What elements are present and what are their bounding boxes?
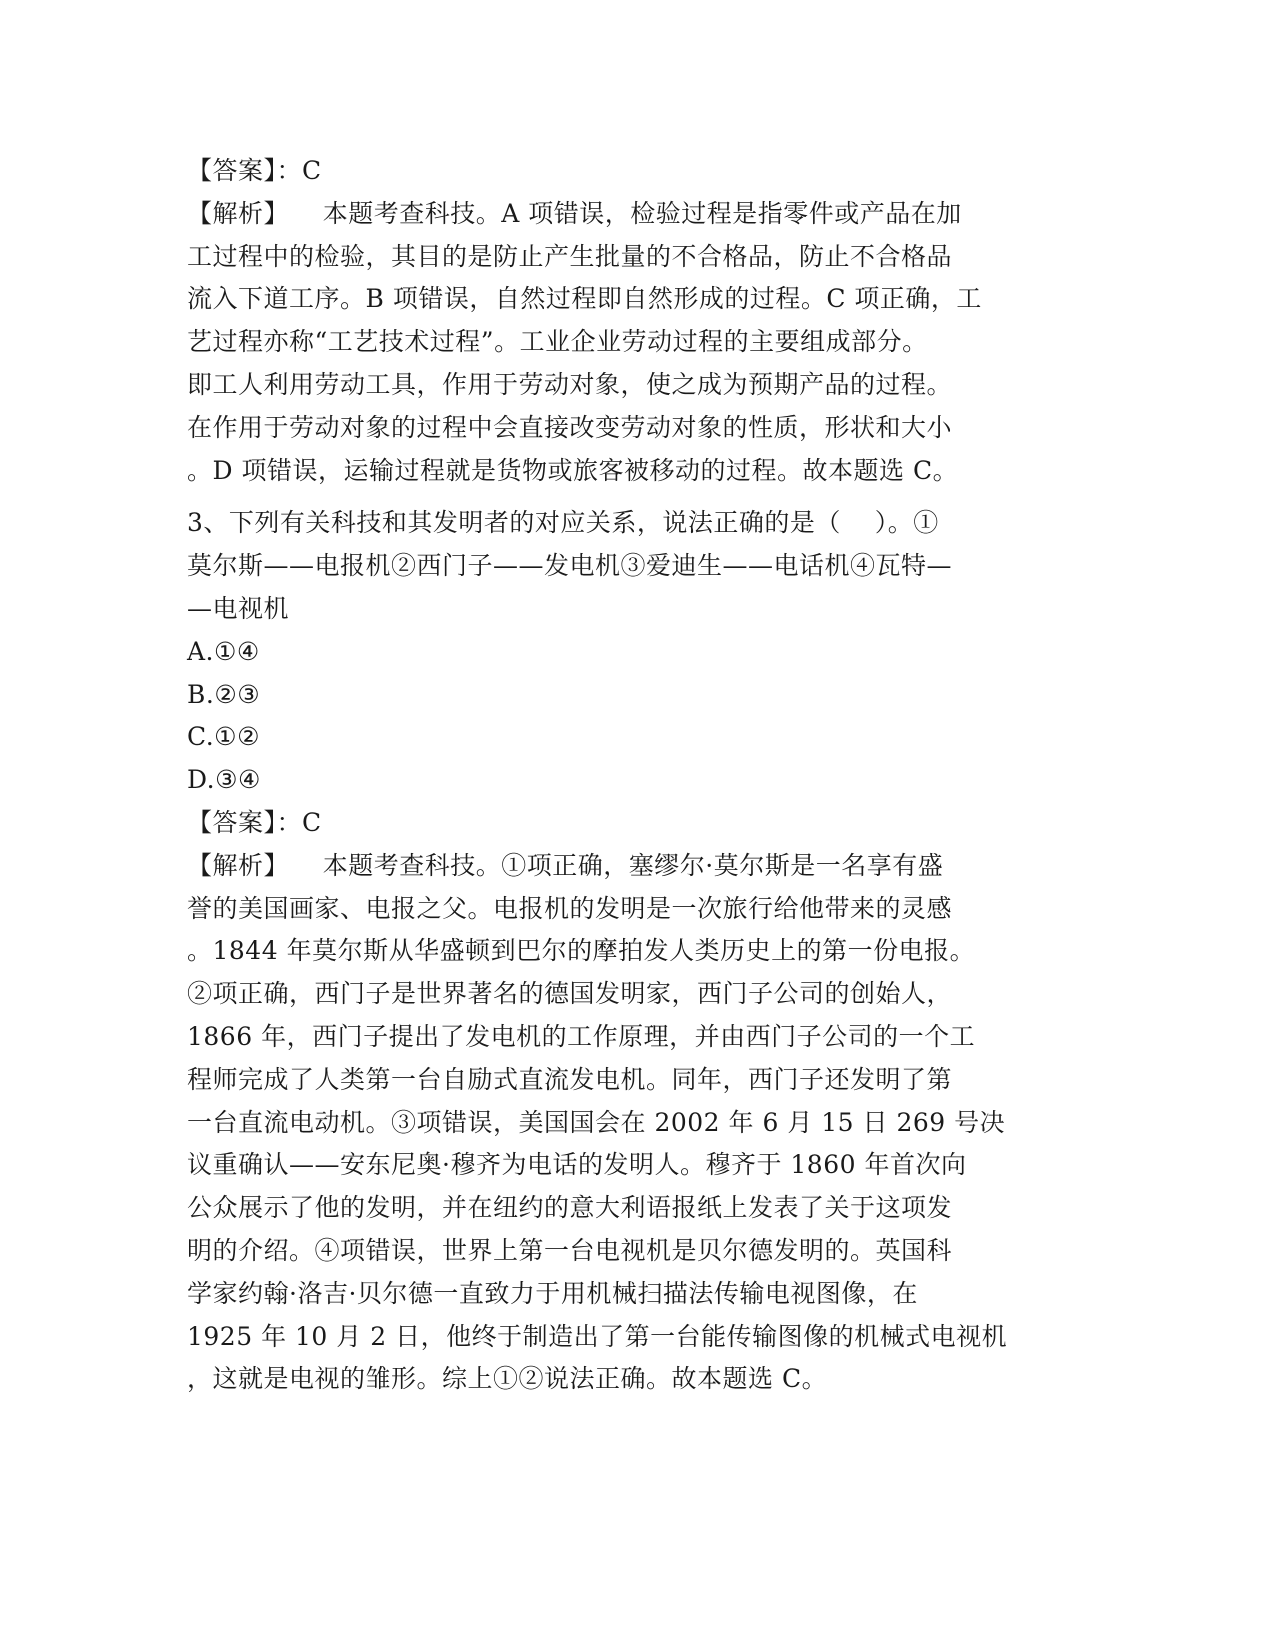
q3-question-line: 3、下列有关科技和其发明者的对应关系，说法正确的是（ ）。① <box>187 508 939 538</box>
q3-analysis-line: 。1844 年莫尔斯从华盛顿到巴尔的摩拍发人类历史上的第一份电报。 <box>187 936 976 966</box>
q3-analysis-line: ，这就是电视的雏形。综上①②说法正确。故本题选 C。 <box>187 1364 828 1394</box>
q2-answer: 【答案】：C <box>187 156 322 185</box>
q2-answer-section <box>187 150 1087 492</box>
q3-analysis-line: 1866 年，西门子提出了发电机的工作原理，并由西门子公司的一个工 <box>187 1021 976 1051</box>
q3-analysis-line: 1925 年 10 月 2 日，他终于制造出了第一台能传输图像的机械式电视机 <box>187 1321 1008 1351</box>
q3-analysis-line: 学家约翰·洛吉·贝尔德一直致力于用机械扫描法传输电视图像，在 <box>187 1278 918 1308</box>
q2-analysis-line: 即工人利用劳动工具，作用于劳动对象，使之成为预期产品的过程。 <box>187 369 953 399</box>
q3-analysis-line: 公众展示了他的发明，并在纽约的意大利语报纸上发表了关于这项发 <box>187 1193 953 1223</box>
q3-question-line: 莫尔斯——电报机②西门子——发电机③爱迪生——电话机④瓦特— <box>187 551 953 581</box>
q3-analysis-line: 明的介绍。④项错误，世界上第一台电视机是贝尔德发明的。英国科 <box>187 1235 953 1265</box>
q3-analysis-line: 一台直流电动机。③项错误，美国国会在 2002 年 6 月 15 日 269 号决 <box>187 1107 1006 1137</box>
q3-question <box>187 502 1087 630</box>
q3-question-line: —电视机 <box>187 593 290 623</box>
q2-analysis-line: 。D 项错误，运输过程就是货物或旅客被移动的过程。故本题选 C。 <box>187 455 959 485</box>
q3-option-b: B.②③ <box>187 679 261 709</box>
q2-analysis-line: 工过程中的检验，其目的是防止产生批量的不合格品，防止不合格品 <box>187 241 953 271</box>
q2-analysis-line: 【解析】 本题考查科技。A 项错误，检验过程是指零件或产品在加 <box>187 198 962 228</box>
q2-analysis-line: 在作用于劳动对象的过程中会直接改变劳动对象的性质，形状和大小 <box>187 412 953 442</box>
q2-analysis-line: 艺过程亦称“工艺技术过程”。工业企业劳动过程的主要组成部分。 <box>187 327 928 357</box>
q3-analysis-line: 程师完成了人类第一台自励式直流发电机。同年，西门子还发明了第 <box>187 1064 953 1094</box>
q3-analysis-line: 誉的美国画家、电报之父。电报机的发明是一次旅行给他带来的灵感 <box>187 893 953 923</box>
q3-option-a: A.①④ <box>187 636 260 666</box>
q3-analysis <box>187 845 1087 1401</box>
q3-analysis-line: 【解析】 本题考查科技。①项正确，塞缪尔·莫尔斯是一名享有盛 <box>187 850 944 880</box>
document-page <box>187 150 1087 1401</box>
q3-answer: 【答案】：C <box>187 807 322 837</box>
q3-section <box>187 502 1087 1401</box>
q3-analysis-line: 议重确认——安东尼奥·穆齐为电话的发明人。穆齐于 1860 年首次向 <box>187 1150 967 1180</box>
q3-analysis-line: ②项正确，西门子是世界著名的德国发明家，西门子公司的创始人， <box>187 979 953 1009</box>
q3-options <box>187 631 1087 802</box>
q2-analysis-line: 流入下道工序。B 项错误，自然过程即自然形成的过程。C 项正确，工 <box>187 284 982 314</box>
q2-analysis <box>187 193 1087 493</box>
q3-option-c: C.①② <box>187 722 261 752</box>
section-gap <box>187 492 1087 502</box>
q3-option-d: D.③④ <box>187 765 261 795</box>
